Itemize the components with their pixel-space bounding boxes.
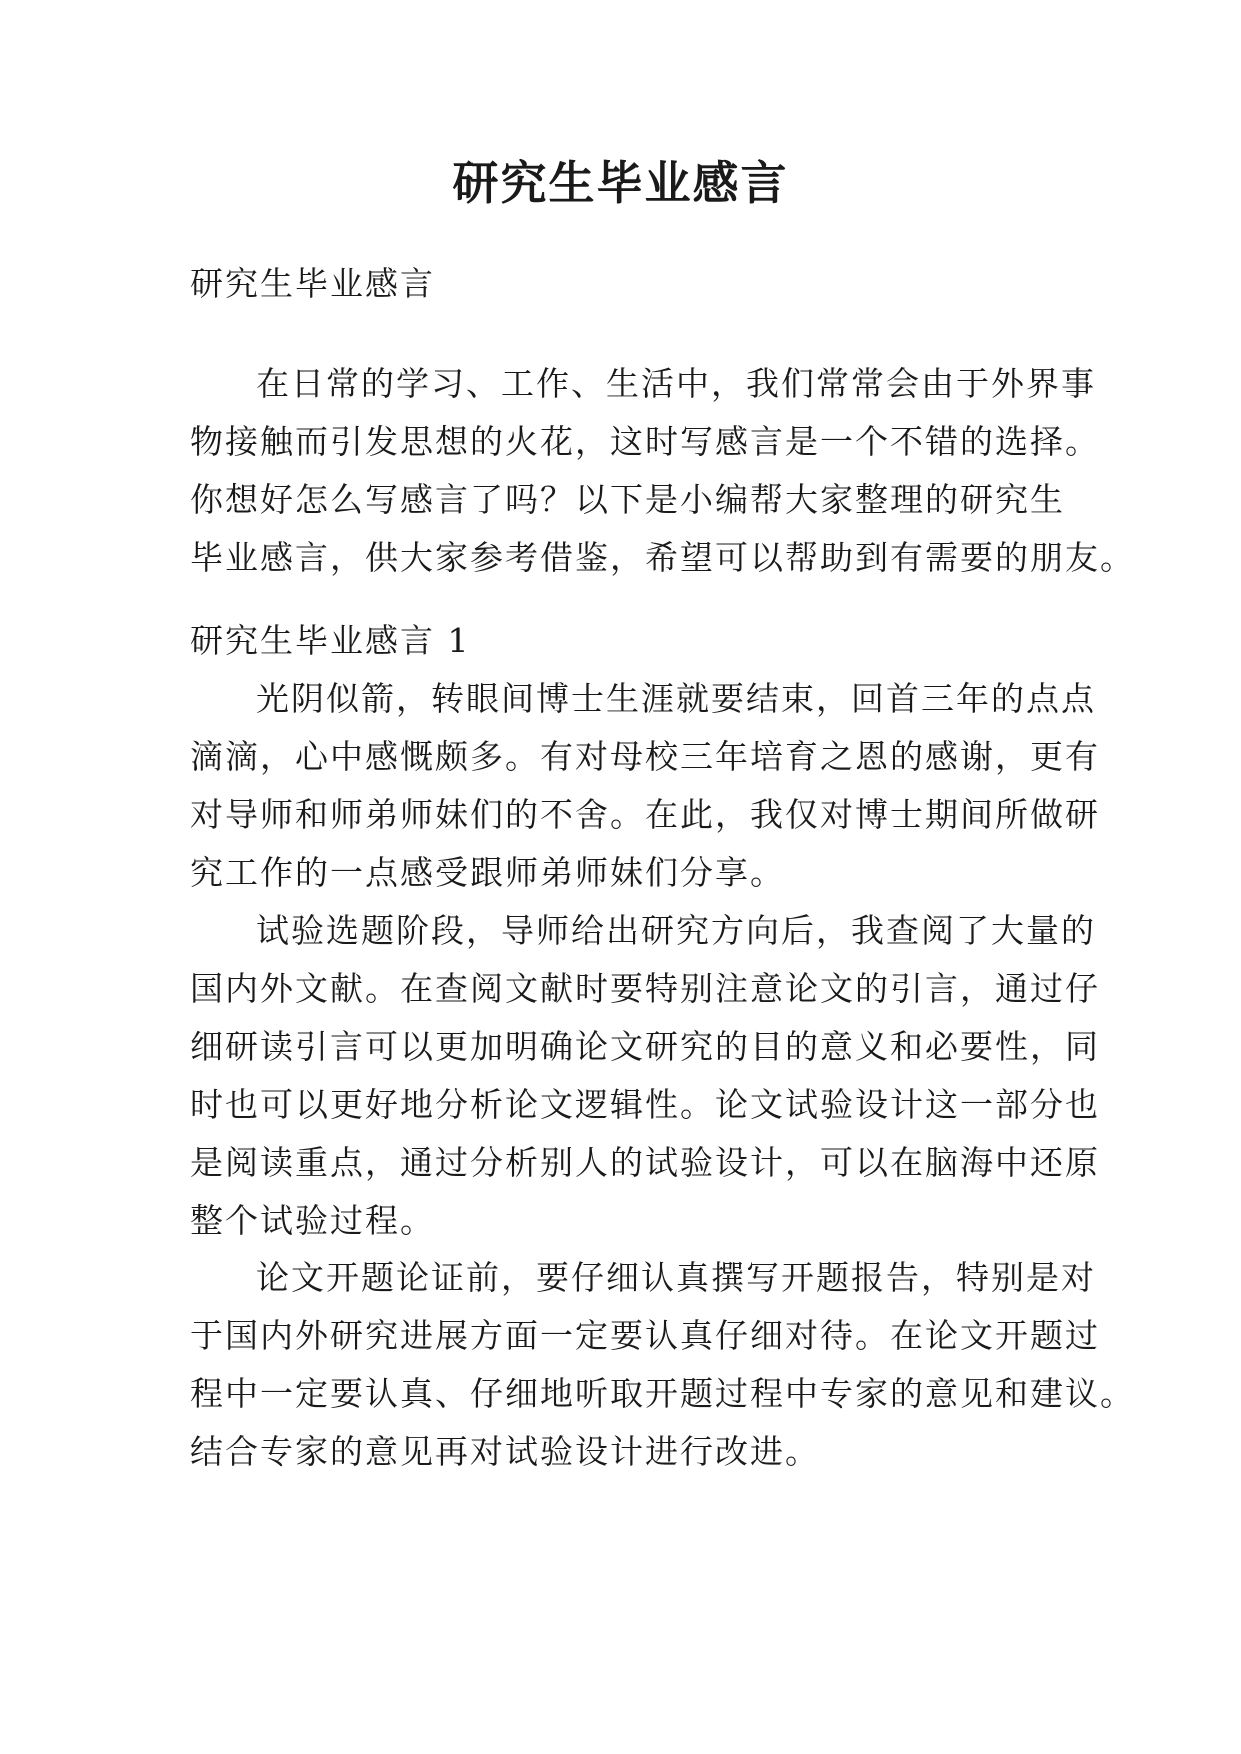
paragraph-line: 是阅读重点，通过分析别人的试验设计，可以在脑海中还原 bbox=[190, 1143, 1100, 1182]
paragraph-line: 论文开题论证前，要仔细认真撰写开题报告，特别是对 bbox=[256, 1258, 1096, 1297]
paragraph-line: 究工作的一点感受跟师弟师妹们分享。 bbox=[190, 853, 785, 892]
paragraph-line: 程中一定要认真、仔细地听取开题过程中专家的意见和建议。 bbox=[190, 1374, 1135, 1413]
paragraph-line: 毕业感言，供大家参考借鉴，希望可以帮助到有需要的朋友。 bbox=[190, 538, 1135, 577]
paragraph-1 bbox=[190, 670, 1100, 902]
paragraph-2 bbox=[190, 902, 1100, 1250]
paragraph-line: 在日常的学习、工作、生活中，我们常常会由于外界事 bbox=[256, 364, 1096, 403]
document-subtitle: 研究生毕业感言 bbox=[190, 264, 435, 303]
paragraph-line: 结合专家的意见再对试验设计进行改进。 bbox=[190, 1432, 820, 1471]
paragraph-line: 国内外文献。在查阅文献时要特别注意论文的引言，通过仔 bbox=[190, 969, 1100, 1008]
paragraph-line: 物接触而引发思想的火花，这时写感言是一个不错的选择。 bbox=[190, 422, 1100, 461]
document-title: 研究生毕业感言 bbox=[452, 156, 789, 210]
paragraph-line: 光阴似箭，转眼间博士生涯就要结束，回首三年的点点 bbox=[256, 679, 1096, 718]
paragraph-3 bbox=[190, 1249, 1135, 1481]
paragraph-line: 你想好怎么写感言了吗？以下是小编帮大家整理的研究生 bbox=[190, 480, 1065, 519]
paragraph-line: 试验选题阶段，导师给出研究方向后，我查阅了大量的 bbox=[256, 911, 1096, 950]
paragraph-line: 整个试验过程。 bbox=[190, 1201, 435, 1240]
paragraph-line: 细研读引言可以更加明确论文研究的目的意义和必要性，同 bbox=[190, 1027, 1100, 1066]
paragraph-line: 于国内外研究进展方面一定要认真仔细对待。在论文开题过 bbox=[190, 1316, 1100, 1355]
intro-paragraph bbox=[190, 355, 1135, 587]
paragraph-line: 时也可以更好地分析论文逻辑性。论文试验设计这一部分也 bbox=[190, 1085, 1100, 1124]
section-heading: 研究生毕业感言 1 bbox=[190, 621, 471, 660]
paragraph-line: 对导师和师弟师妹们的不舍。在此，我仅对博士期间所做研 bbox=[190, 795, 1100, 834]
paragraph-line: 滴滴，心中感慨颇多。有对母校三年培育之恩的感谢，更有 bbox=[190, 737, 1100, 776]
